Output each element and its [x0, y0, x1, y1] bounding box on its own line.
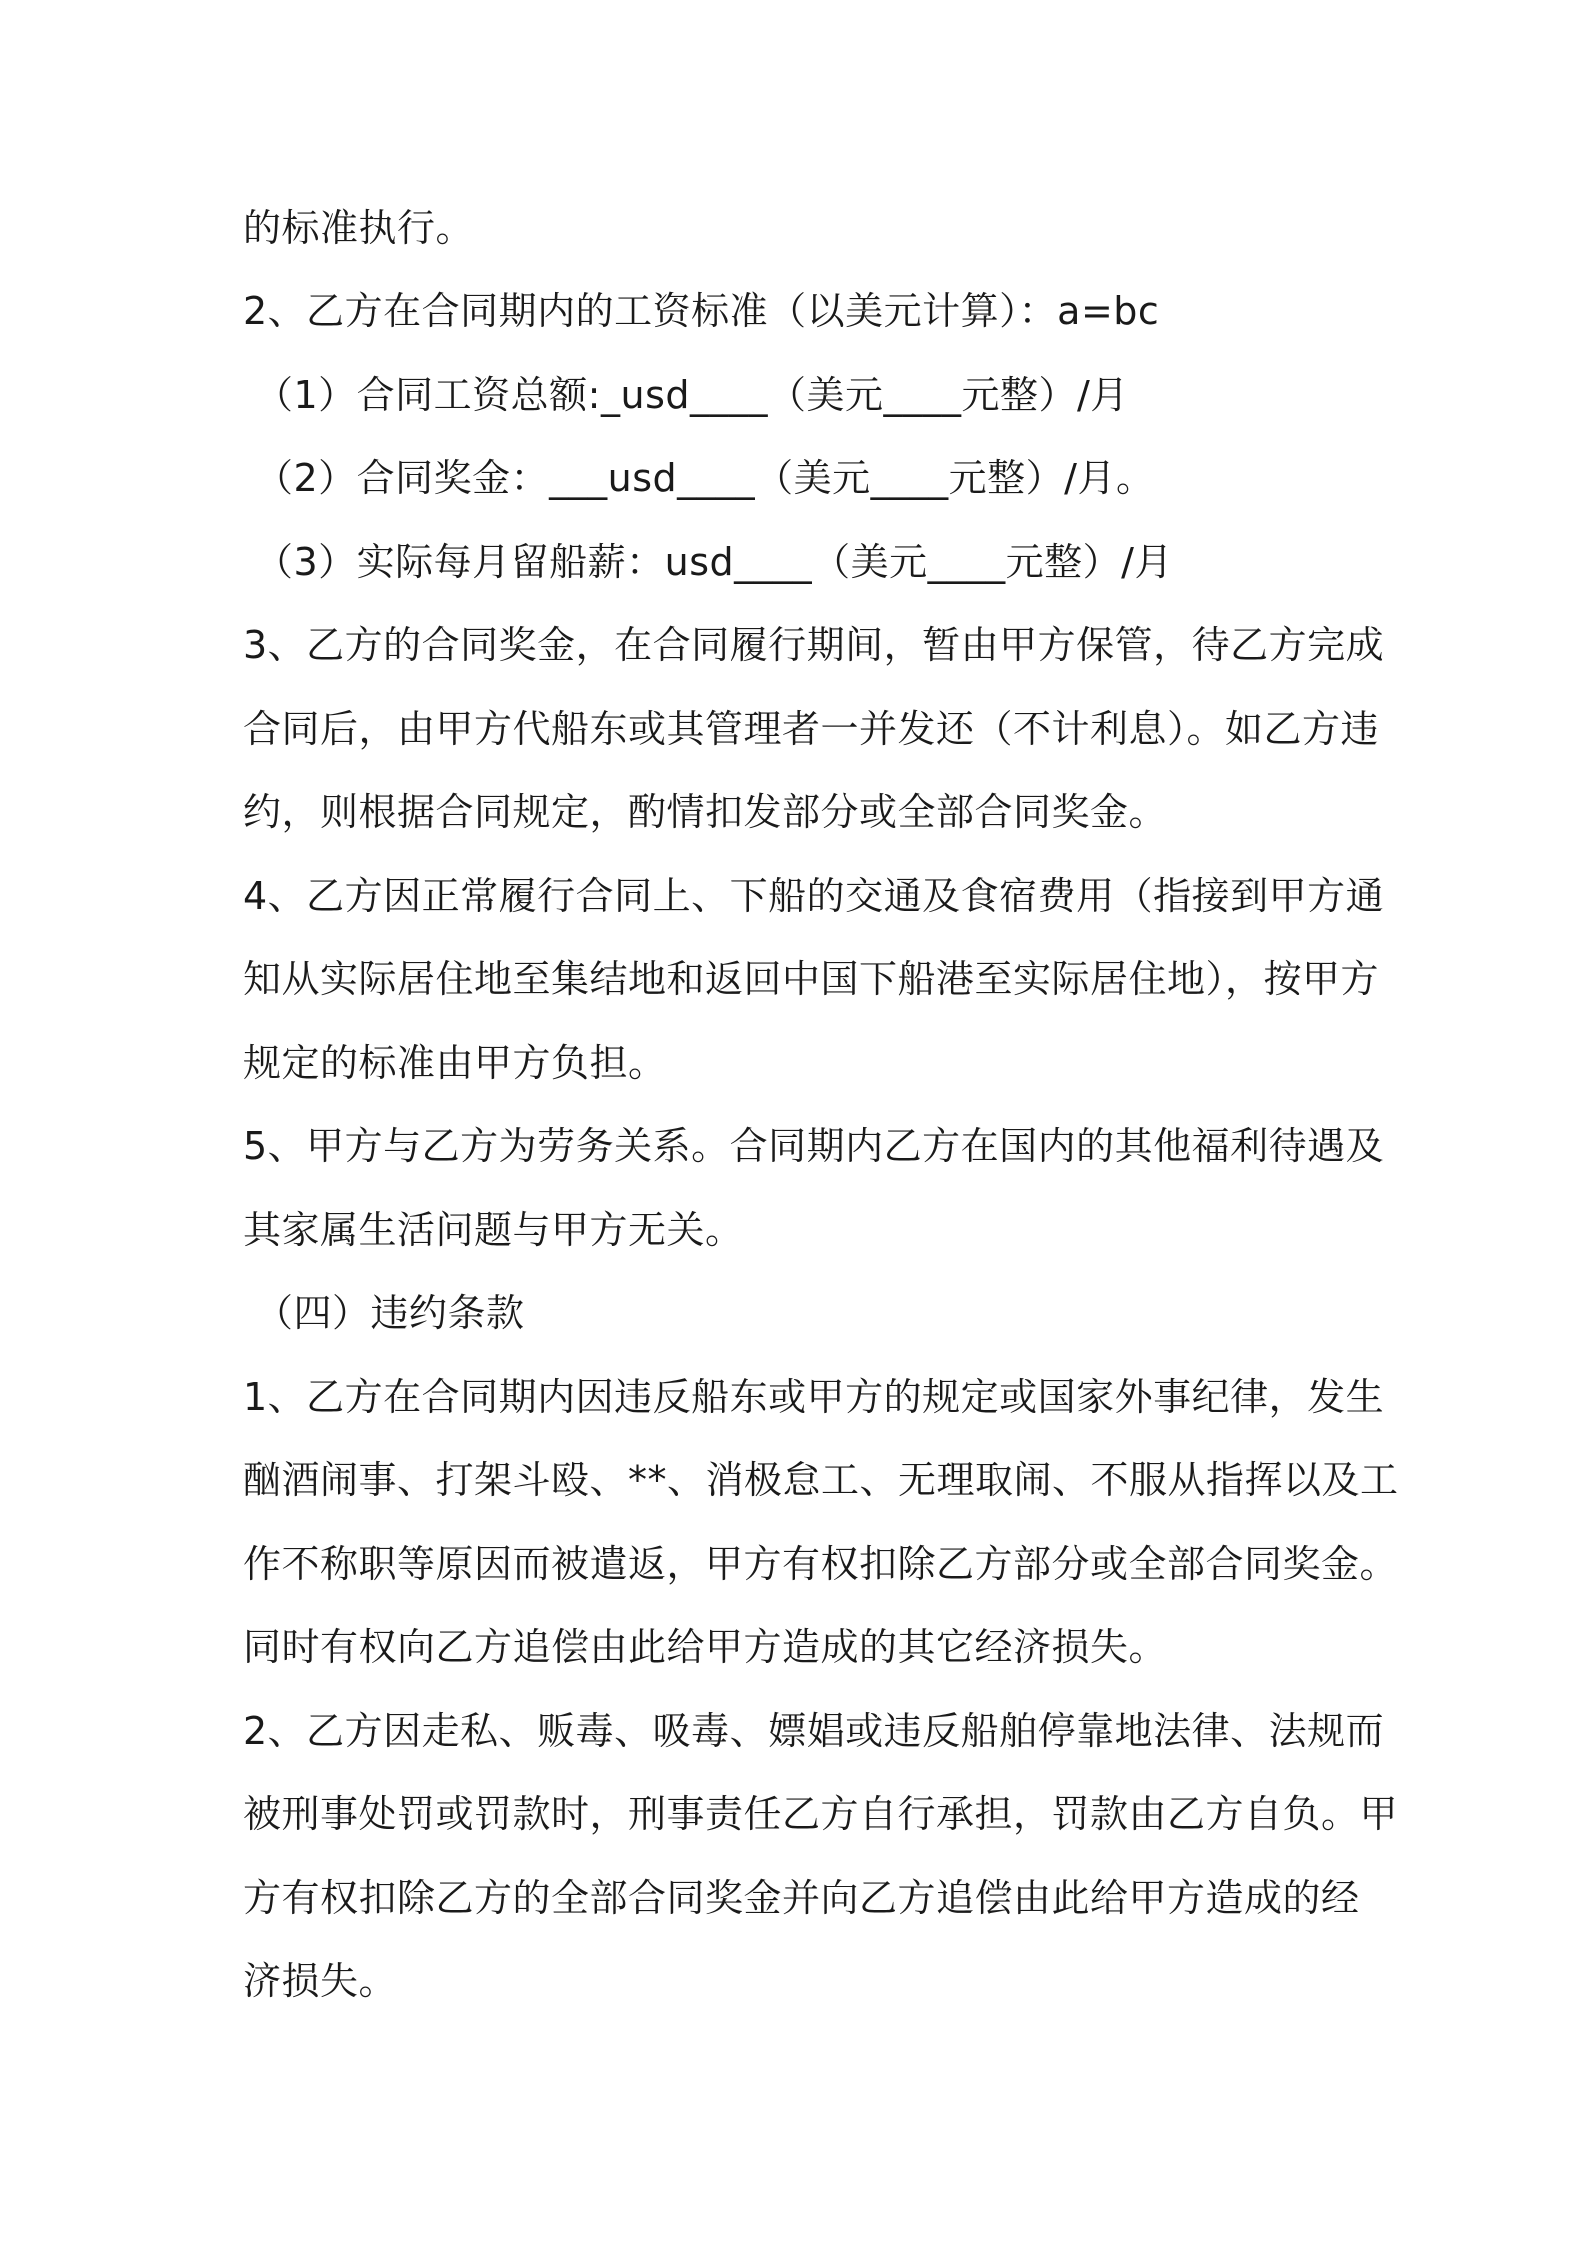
clause-3-line-2: 合同后，由甲方代船东或其管理者一并发还（不计利息）。如乙方违	[243, 707, 1380, 751]
breach-clause-1-line-2: 酗酒闹事、打架斗殴、**、消极怠工、无理取闹、不服从指挥以及工	[243, 1458, 1399, 1502]
sub-item-1-total-salary: （1）合同工资总额:_usd____（美元____元整）/月	[255, 373, 1129, 417]
clause-3-line-1: 3、乙方的合同奖金，在合同履行期间，暂由甲方保管，待乙方完成	[243, 623, 1385, 667]
breach-clause-1-line-1: 1、乙方在合同期内因违反船东或甲方的规定或国家外事纪律，发生	[243, 1375, 1385, 1419]
breach-clause-1-line-4: 同时有权向乙方追偿由此给甲方造成的其它经济损失。	[243, 1625, 1168, 1669]
sub-item-2-bonus: （2）合同奖金：___usd____（美元____元整）/月。	[255, 456, 1155, 500]
clause-2-salary-standard: 2、乙方在合同期内的工资标准（以美元计算）：a=bc	[243, 289, 1160, 333]
section-heading-breach: （四）违约条款	[255, 1291, 525, 1335]
clause-5-line-1: 5、甲方与乙方为劳务关系。合同期内乙方在国内的其他福利待遇及	[243, 1124, 1385, 1168]
clause-4-line-3: 规定的标准由甲方负担。	[243, 1041, 667, 1085]
breach-clause-2-line-4: 济损失。	[243, 1959, 398, 2003]
clause-5-line-2: 其家属生活问题与甲方无关。	[243, 1208, 744, 1252]
breach-clause-2-line-1: 2、乙方因走私、贩毒、吸毒、嫖娼或违反船舶停靠地法律、法规而	[243, 1709, 1385, 1753]
breach-clause-2-line-3: 方有权扣除乙方的全部合同奖金并向乙方追偿由此给甲方造成的经	[243, 1876, 1360, 1920]
breach-clause-1-line-3: 作不称职等原因而被遣返，甲方有权扣除乙方部分或全部合同奖金。	[243, 1542, 1399, 1586]
clause-3-line-3: 约，则根据合同规定，酌情扣发部分或全部合同奖金。	[243, 790, 1168, 834]
breach-clause-2-line-2: 被刑事处罚或罚款时，刑事责任乙方自行承担，罚款由乙方自负。甲	[243, 1792, 1399, 1836]
text-line: 的标准执行。	[243, 206, 475, 250]
clause-4-line-2: 知从实际居住地至集结地和返回中国下船港至实际居住地），按甲方	[243, 957, 1380, 1001]
clause-4-line-1: 4、乙方因正常履行合同上、下船的交通及食宿费用（指接到甲方通	[243, 874, 1385, 918]
sub-item-3-ship-pay: （3）实际每月留船薪：usd____（美元____元整）/月	[255, 540, 1173, 584]
